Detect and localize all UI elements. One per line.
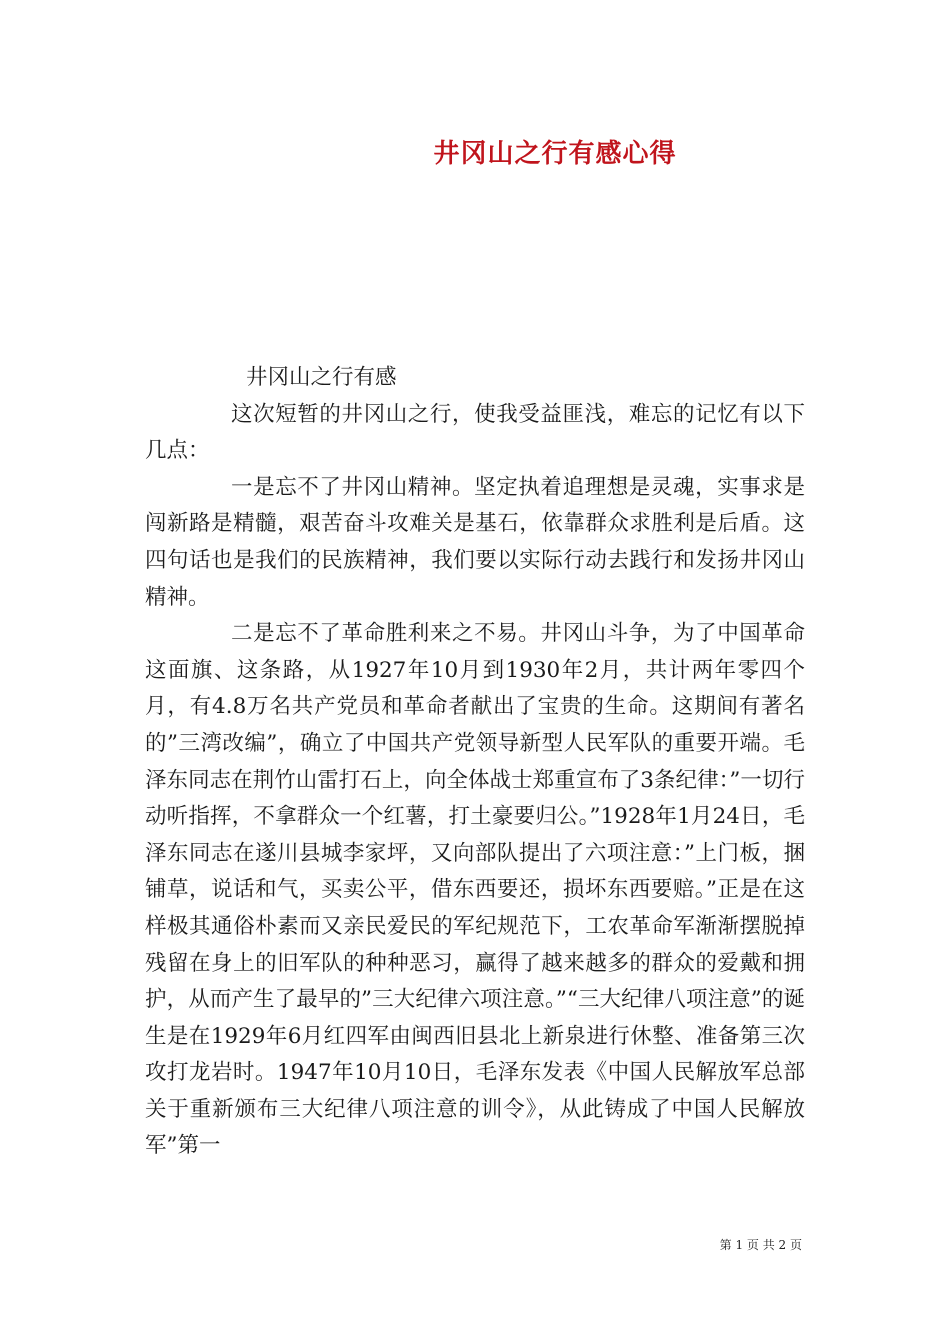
paragraph-victory: 二是忘不了革命胜利来之不易。井冈山斗争，为了中国革命这面旗、这条路，从1927年10月到1930年2月，共计两年零四个月，有4.8万名共产党员和革命者献出了宝贵的生命。这期间有著名的”三湾改编”，确立了中国共产党领导新型人民军队的重要开端。毛泽东同志在荆竹山雷打石上，向全体战士郑重宣布了3条纪律：”一切行动听指挥，不拿群众一个红薯，打土豪要归公。”1928年1月24日，毛泽东同志在遂川县城李家坪，又向部队提出了六项注意：”上门板，捆铺草，说话和气，买卖公平，借东西要还，损坏东西要赔。”正是在这样极其通俗朴素而又亲民爱民的军纪规范下，工农革命军渐渐摆脱掉残留在身上的旧军队的种种恶习，赢得了越来越多的群众的爱戴和拥护，从而产生了最早的”三大纪律六项注意。”“三大纪律八项注意”的诞生是在1929年6月红四军由闽西旧县北上新泉进行休整、准备第三次攻打龙岩时。1947年10月10日，毛泽东发表《中国人民解放军总部关于重新颁布三大纪律八项注意的训令》，从此铸成了中国人民解放军”第一 (145, 621, 805, 1159)
document-title: 井冈山之行有感心得 (433, 139, 677, 169)
paragraph-intro: 这次短暂的井冈山之行，使我受益匪浅，难忘的记忆有以下几点： (145, 401, 805, 464)
document-body (145, 360, 805, 1165)
page-number-footer: 第 1 页 共 2 页 (719, 1238, 802, 1252)
section-subtitle: 井冈山之行有感 (246, 365, 397, 390)
paragraph-spirit: 一是忘不了井冈山精神。坚定执着追理想是灵魂，实事求是闯新路是精髓，艰苦奋斗攻难关是基石，依靠群众求胜利是后盾。这四句话也是我们的民族精神，我们要以实际行动去践行和发扬井冈山精神。 (145, 474, 805, 610)
